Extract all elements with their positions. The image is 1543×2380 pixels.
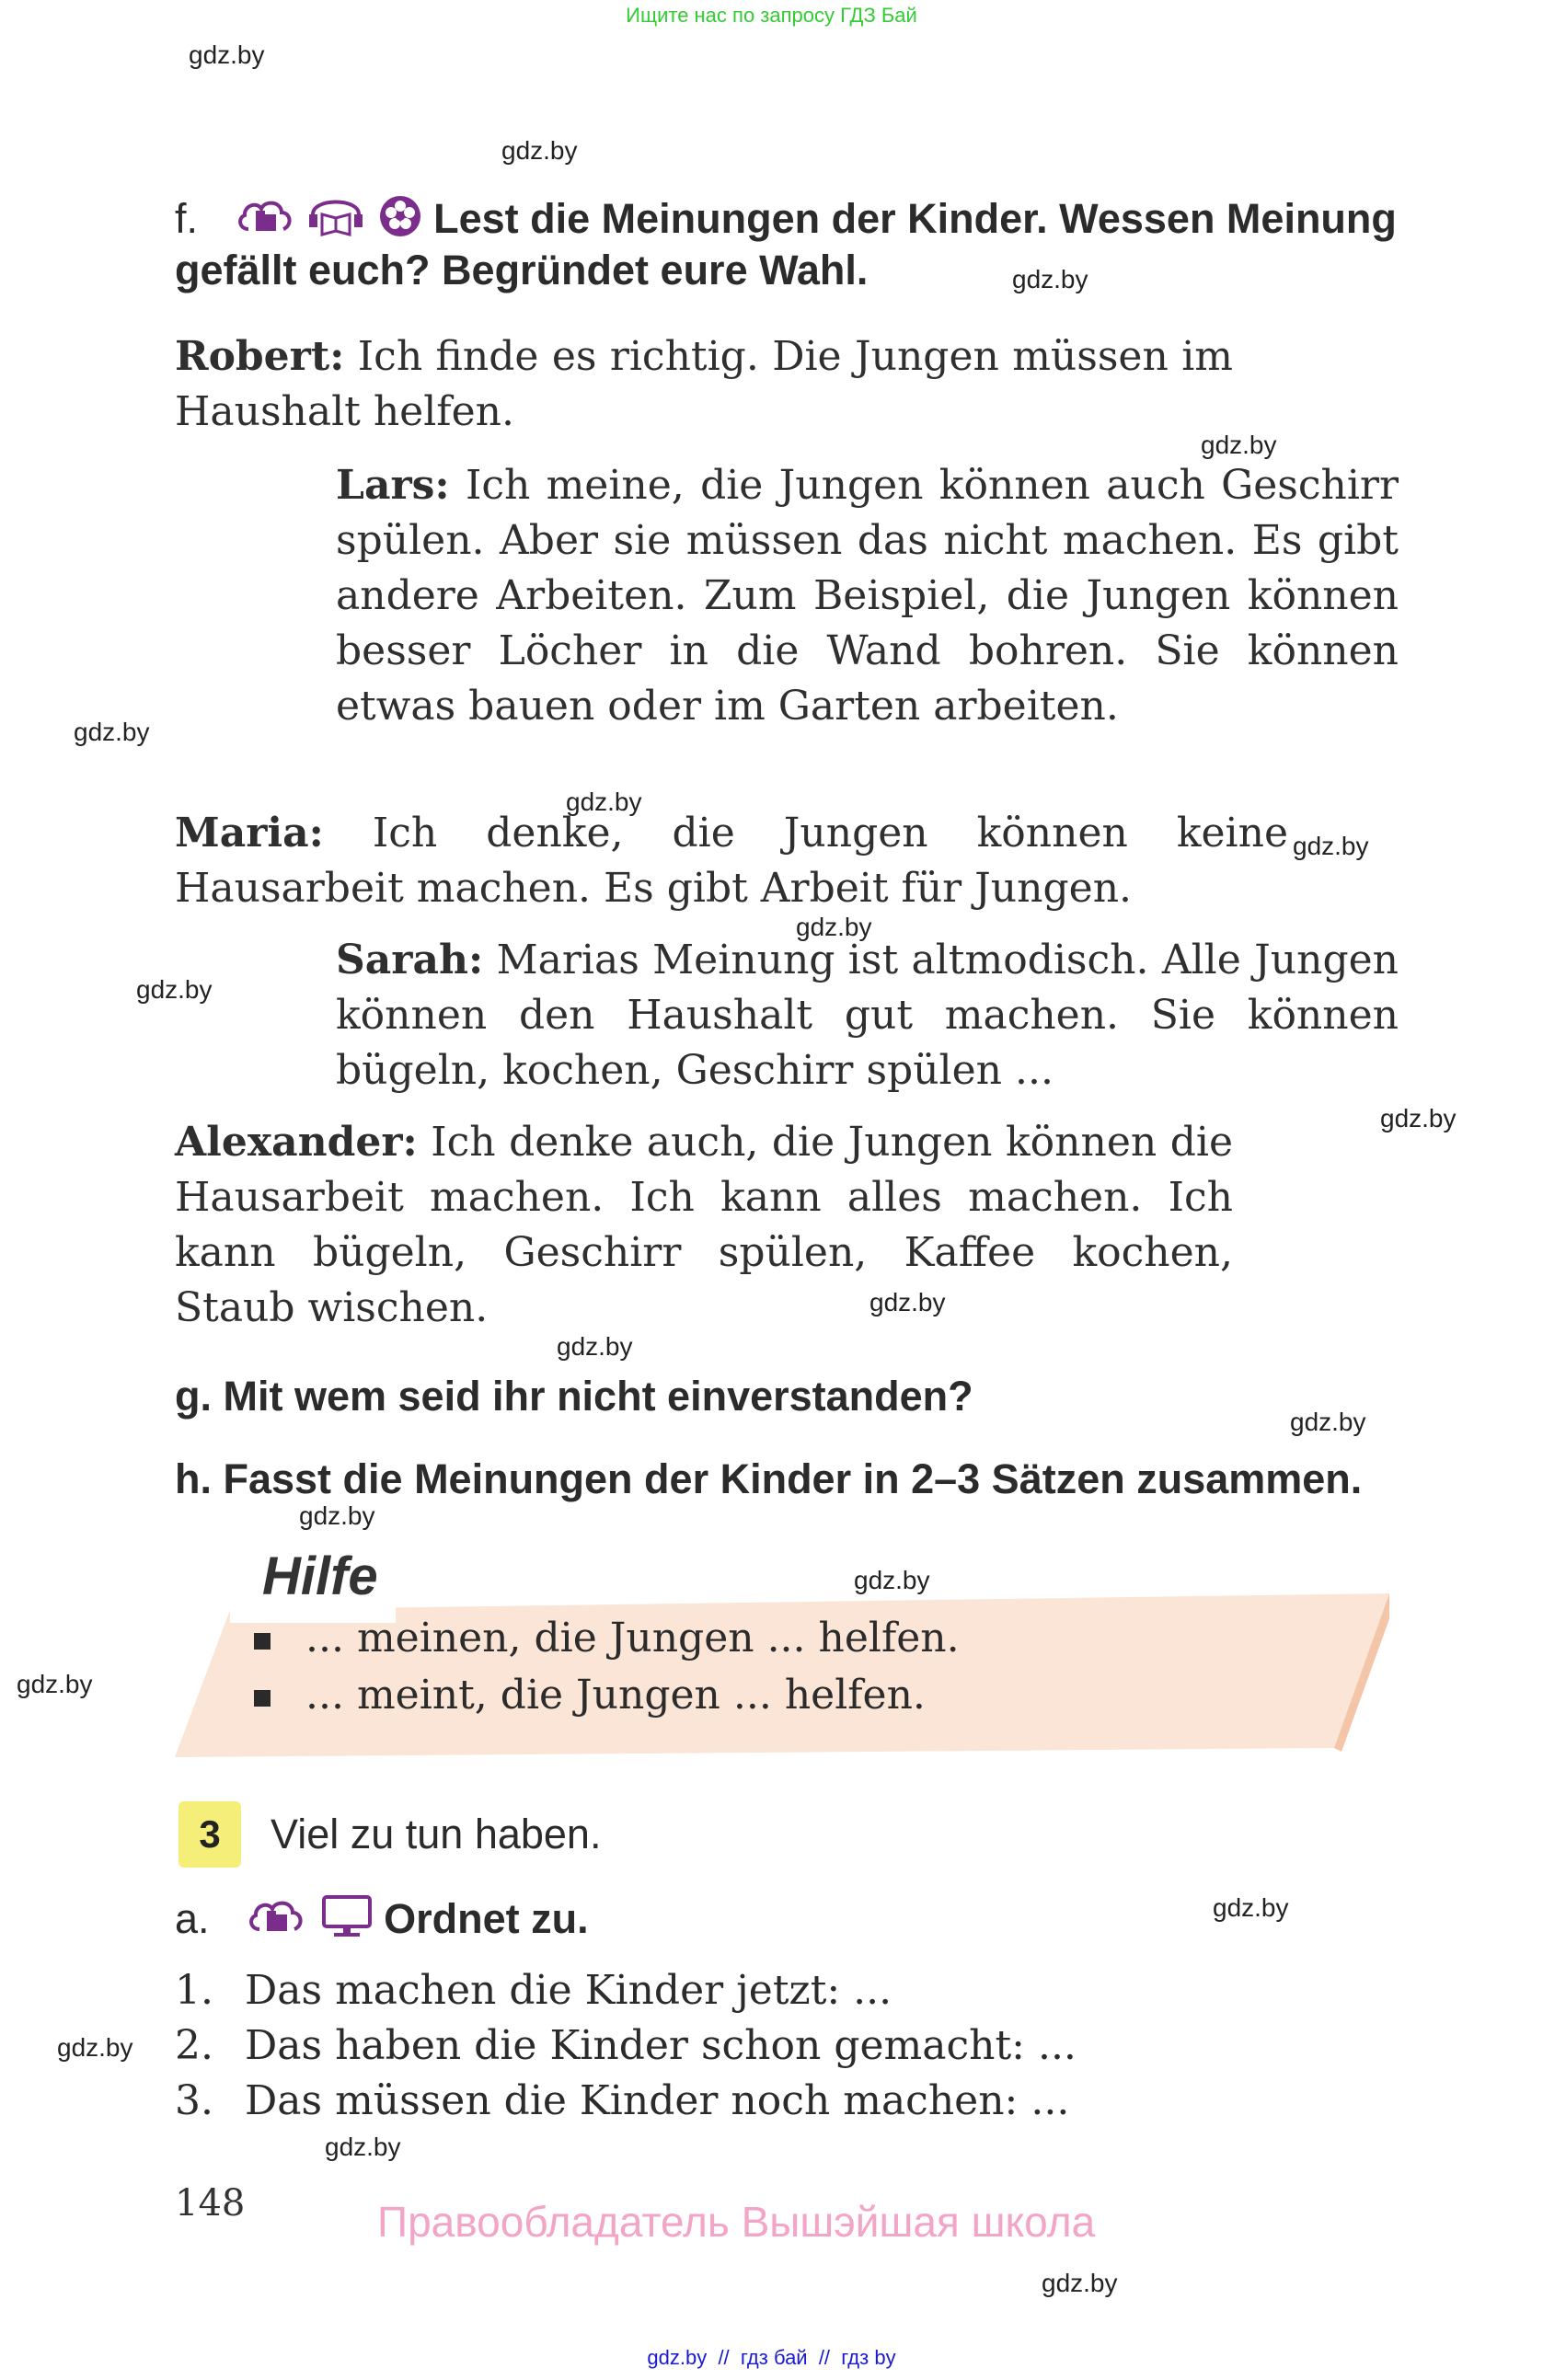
watermark: gdz.by xyxy=(1213,1893,1289,1922)
cloud-folder-icon xyxy=(247,1894,305,1950)
exercise-title: Viel zu tun haben. xyxy=(271,1811,602,1857)
list-item-number: 1. xyxy=(175,1967,213,2014)
task-h-text: h. Fasst die Meinungen der Kinder in 2–3 Sätzen zusammen. xyxy=(175,1455,1363,1502)
watermark: gdz.by xyxy=(17,1670,93,1698)
hilfe-line xyxy=(254,1667,926,1724)
monitor-icon xyxy=(321,1894,373,1950)
list-item xyxy=(175,1963,892,2018)
watermark: gdz.by xyxy=(796,913,872,941)
hilfe-line xyxy=(254,1610,960,1667)
exercise-number-badge: 3 xyxy=(178,1801,241,1868)
opinion-lars xyxy=(336,458,1399,734)
list-item-number: 2. xyxy=(175,2022,213,2069)
opinion-text: Marias Meinung ist altmodisch. Alle Jungen können den Haushalt gut machen. Sie können bügeln, kochen, Geschirr spülen ... xyxy=(336,937,1399,1094)
speaker-name: Alexander: xyxy=(175,1119,418,1166)
watermark: gdz.by xyxy=(566,788,642,816)
hilfe-title: Hilfe xyxy=(262,1546,378,1606)
task-f-letter: f. xyxy=(175,195,199,242)
opinion-alexander xyxy=(175,1115,1233,1336)
task-f-line2-wrap xyxy=(175,245,868,296)
copyright-notice: Правообладатель Вышэйшая школа xyxy=(377,2198,1096,2246)
task-f-line1: Lest die Meinungen der Kinder. Wessen Meinung xyxy=(433,195,1397,242)
bullet-icon xyxy=(254,1633,271,1650)
opinion-sarah xyxy=(336,933,1399,1098)
watermark: gdz.by xyxy=(854,1566,930,1594)
list-item-text: Das machen die Kinder jetzt: ... xyxy=(245,1967,892,2014)
task-3a xyxy=(175,1893,589,1950)
speaker-name: Sarah: xyxy=(336,937,484,983)
opinion-text: Ich finde es richtig. Die Jungen müssen im Haushalt helfen. xyxy=(175,333,1233,435)
book-headphones-icon xyxy=(305,194,366,250)
watermark: gdz.by xyxy=(189,40,265,69)
speaker-name: Maria: xyxy=(175,810,324,857)
speaker-name: Robert: xyxy=(175,333,345,380)
watermark: gdz.by xyxy=(1290,1408,1366,1436)
watermark: gdz.by xyxy=(1293,832,1369,860)
flower-icon xyxy=(378,194,422,250)
watermark: gdz.by xyxy=(136,975,213,1004)
opinion-maria xyxy=(175,806,1288,916)
task-f xyxy=(175,193,1408,250)
cloud-folder-icon xyxy=(236,194,294,250)
opinion-robert xyxy=(175,329,1233,440)
task-h xyxy=(175,1454,1362,1505)
hilfe-line-text: ... meint, die Jungen ... helfen. xyxy=(305,1672,926,1719)
top-banner: Ищите нас по запросу ГДЗ Бай xyxy=(626,4,917,27)
watermark: gdz.by xyxy=(299,1501,375,1530)
bullet-icon xyxy=(254,1690,271,1707)
footer-links[interactable]: gdz.by // гдз бай // гдз by xyxy=(647,2346,896,2369)
task-3a-text: Ordnet zu. xyxy=(384,1895,589,1942)
watermark: gdz.by xyxy=(1012,265,1088,293)
page-number: 148 xyxy=(175,2182,246,2225)
hilfe-line-text: ... meinen, die Jungen ... helfen. xyxy=(305,1615,960,1661)
task-g xyxy=(175,1371,973,1422)
task-3a-letter: a. xyxy=(175,1895,210,1942)
task-g-text: g. Mit wem seid ihr nicht einverstanden? xyxy=(175,1373,973,1420)
watermark: gdz.by xyxy=(1380,1104,1457,1133)
watermark: gdz.by xyxy=(1201,431,1277,459)
opinion-text: Ich denke, die Jungen können keine Hausarbeit machen. Es gibt Arbeit für Jungen. xyxy=(175,810,1288,912)
list-item-text: Das haben die Kinder schon gemacht: ... xyxy=(245,2022,1077,2069)
task-f-line2: gefällt euch? Begründet eure Wahl. xyxy=(175,247,869,293)
list-item-number: 3. xyxy=(175,2077,213,2124)
watermark: gdz.by xyxy=(57,2033,133,2062)
watermark: gdz.by xyxy=(325,2133,401,2161)
list-item-text: Das müssen die Kinder noch machen: ... xyxy=(245,2077,1070,2124)
speaker-name: Lars: xyxy=(336,462,450,509)
list-item xyxy=(175,2018,1077,2074)
watermark: gdz.by xyxy=(1042,2269,1118,2297)
watermark: gdz.by xyxy=(557,1332,633,1361)
opinion-text: Ich denke auch, die Jungen können die Hausarbeit machen. Ich kann alles machen. Ich kann bügeln, Geschirr spülen, Kaffee kochen, Staub wischen. xyxy=(175,1119,1233,1331)
watermark: gdz.by xyxy=(74,718,150,746)
opinion-text: Ich meine, die Jungen können auch Geschirr spülen. Aber sie müssen das nicht machen. Es gibt andere Arbeiten. Zum Beispiel, die Jungen können besser Löcher in die Wand bohren. Sie können etwas bauen oder im Garten arbeiten. xyxy=(336,462,1399,730)
list-item xyxy=(175,2074,1069,2129)
watermark: gdz.by xyxy=(501,136,578,165)
watermark: gdz.by xyxy=(869,1288,946,1316)
